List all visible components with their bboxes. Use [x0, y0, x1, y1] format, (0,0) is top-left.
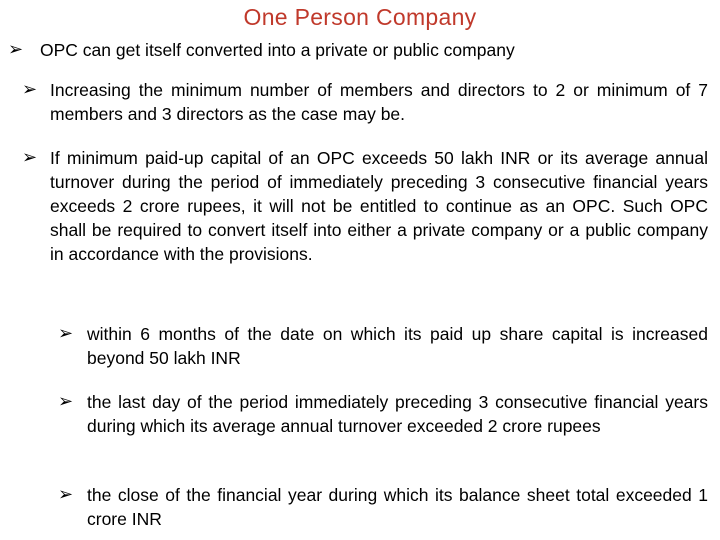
bullet-item-level3 [58, 322, 708, 370]
bullet-item-level2 [22, 146, 708, 266]
bullet-text: OPC can get itself converted into a private or public company [40, 40, 515, 60]
bullet-item-level3 [58, 390, 708, 438]
bullet-item-level1 [8, 38, 708, 62]
bullet-text: the last day of the period immediately preceding 3 consecutive financial years during which its average annual turnover exceeded 2 crore rupees [87, 392, 708, 436]
arrow-bullet-icon: ➢ [58, 484, 74, 505]
arrow-bullet-icon: ➢ [22, 147, 38, 168]
arrow-bullet-icon: ➢ [58, 391, 74, 412]
bullet-item-level2 [22, 78, 708, 126]
bullet-text: within 6 months of the date on which its paid up share capital is increased beyond 50 lakh INR [87, 324, 708, 368]
bullet-text: If minimum paid-up capital of an OPC exceeds 50 lakh INR or its average annual turnover during the period of immediately preceding 3 consecutive financial years exceeds 2 crore rupees, it will not be entitled to continue as an OPC. Such OPC shall be required to convert itself into either a private company or a public company in accordance with the provisions. [50, 148, 708, 264]
arrow-bullet-icon: ➢ [22, 79, 38, 100]
arrow-bullet-icon: ➢ [8, 39, 24, 60]
bullet-item-level3 [58, 483, 708, 531]
bullet-text: the close of the financial year during which its balance sheet total exceeded 1 crore INR [87, 485, 708, 529]
bullet-text: Increasing the minimum number of members and directors to 2 or minimum of 7 members and 3 directors as the case may be. [50, 80, 708, 124]
arrow-bullet-icon: ➢ [58, 323, 74, 344]
page-title: One Person Company [243, 4, 477, 30]
